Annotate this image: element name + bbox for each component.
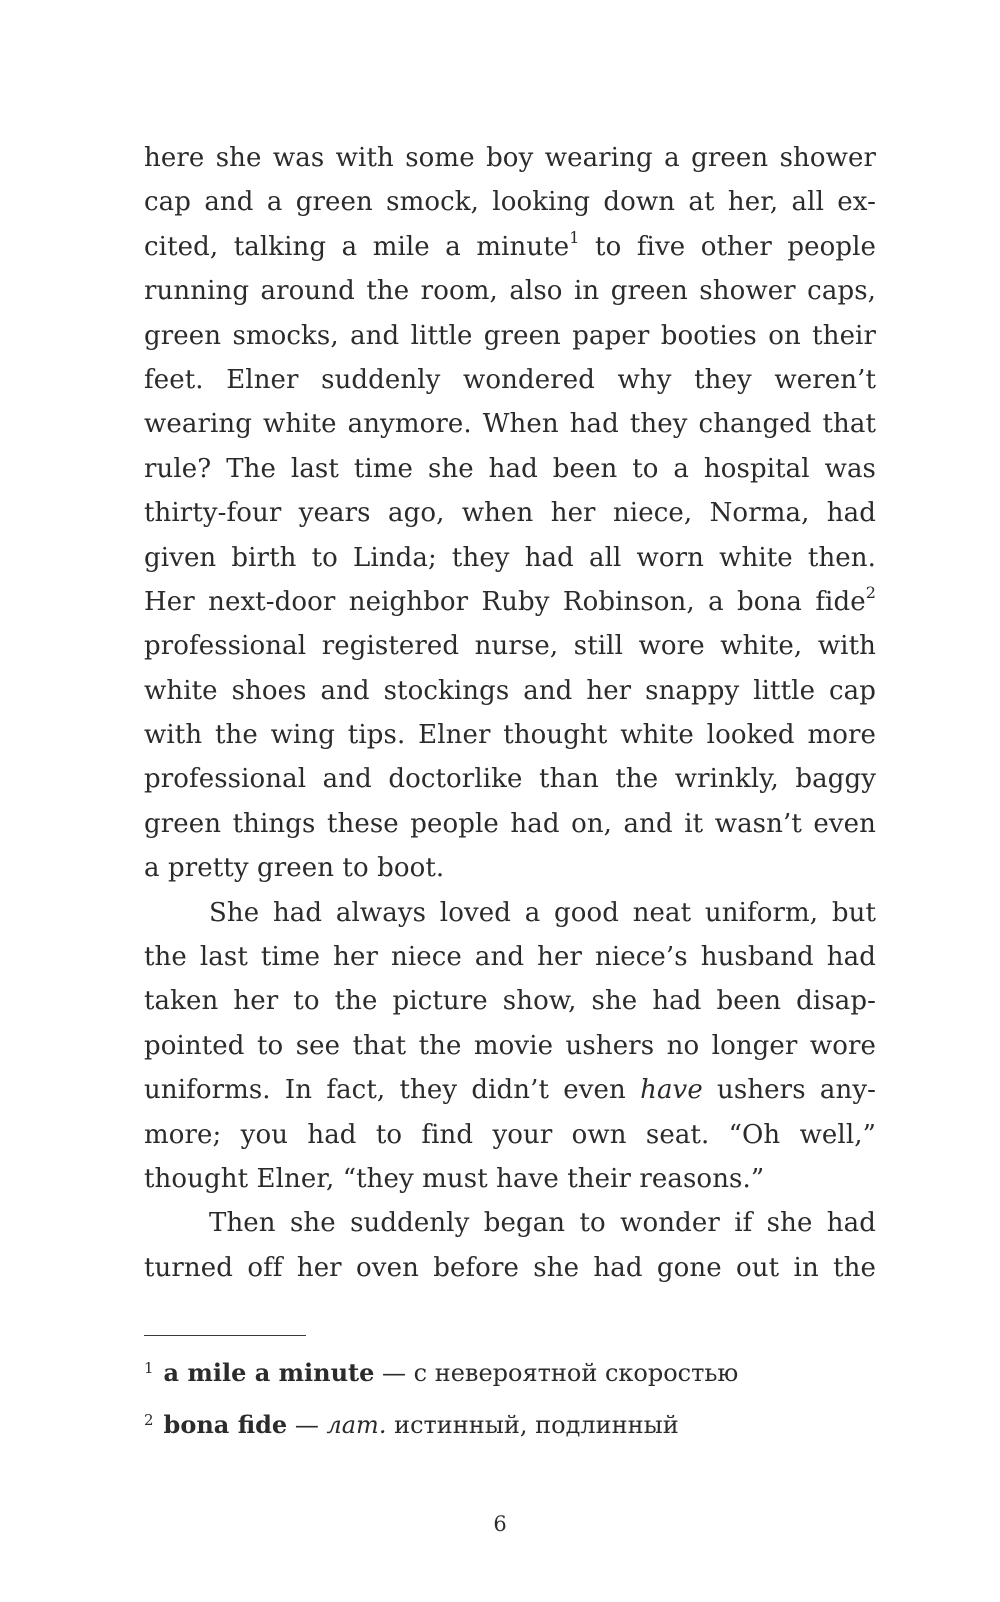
text-fragment: to five other people <box>579 231 877 262</box>
paragraph <box>144 136 876 891</box>
footnote-dash: — <box>287 1411 327 1439</box>
text-line: wearing white anymore. When had they changed that <box>144 409 876 440</box>
text-line: taken her to the picture show, she had been disap- <box>144 986 876 1017</box>
text-line <box>144 580 876 624</box>
body-text <box>144 136 876 1290</box>
footnote-number: 2 <box>144 1411 154 1429</box>
text-fragment: Her next-door neighbor Ruby Robinson, a bona fide <box>144 586 866 617</box>
text-fragment: ushers any- <box>702 1075 876 1106</box>
footnote-term: bona fide <box>163 1410 288 1439</box>
footnote <box>144 1349 876 1401</box>
text-line: running around the room, also in green shower caps, <box>144 276 876 307</box>
text-line <box>144 1068 876 1112</box>
footnote-term: a mile a minute <box>163 1358 375 1387</box>
text-line: professional and doctorlike than the wrinkly, baggy <box>144 764 876 795</box>
paragraph <box>144 891 876 1202</box>
footnote-translation: с невероятной скоростью <box>413 1359 739 1387</box>
text-line: with the wing tips. Elner thought white looked more <box>144 720 876 751</box>
text-fragment: uniforms. In fact, they didn’t even <box>144 1075 641 1106</box>
text-line: cap and a green smock, looking down at her, all ex- <box>144 187 876 218</box>
text-line: turned off her oven before she had gone out in the <box>144 1252 876 1283</box>
footnote-dash: — <box>374 1359 414 1387</box>
footnote-number: 1 <box>144 1359 154 1377</box>
text-line: more; you had to find your own seat. “Oh well,” <box>144 1119 876 1150</box>
text-line: thought Elner, “they must have their reasons.” <box>144 1163 765 1194</box>
footnote-translation: истинный, подлинный <box>386 1411 679 1439</box>
text-line: given birth to Linda; they had all worn white then. <box>144 542 876 573</box>
text-line: pointed to see that the movie ushers no longer wore <box>144 1030 876 1061</box>
text-line: feet. Elner suddenly wondered why they weren’t <box>144 364 876 395</box>
footnote <box>144 1401 876 1453</box>
footnote-ref[interactable]: 1 <box>569 227 580 247</box>
text-line: the last time her niece and her niece’s husband had <box>144 942 876 973</box>
text-line: Then she suddenly began to wonder if she had <box>209 1208 876 1239</box>
text-line: green things these people had on, and it wasn’t even <box>144 808 876 839</box>
text-line: a pretty green to boot. <box>144 853 445 884</box>
text-line: here she was with some boy wearing a green shower <box>144 143 876 173</box>
text-line: She had always loved a good neat uniform, but <box>209 897 876 928</box>
paragraph <box>144 1201 876 1290</box>
text-line: thirty-four years ago, when her niece, Norma, had <box>144 498 876 529</box>
emphasis: have <box>640 1075 703 1106</box>
footnote-divider <box>144 1335 306 1336</box>
text-fragment: cited, talking a mile a minute <box>144 231 570 262</box>
footnote-ref[interactable]: 2 <box>865 582 876 602</box>
text-line <box>144 225 876 269</box>
page-number: 6 <box>493 1512 507 1536</box>
text-line: green smocks, and little green paper booties on their <box>144 320 876 351</box>
text-line: rule? The last time she had been to a hospital was <box>144 453 876 484</box>
text-line: white shoes and stockings and her snappy little cap <box>144 675 876 706</box>
footnotes <box>144 1349 876 1453</box>
footnote-note: лат. <box>326 1411 387 1439</box>
text-line: professional registered nurse, still wore white, with <box>144 631 876 662</box>
